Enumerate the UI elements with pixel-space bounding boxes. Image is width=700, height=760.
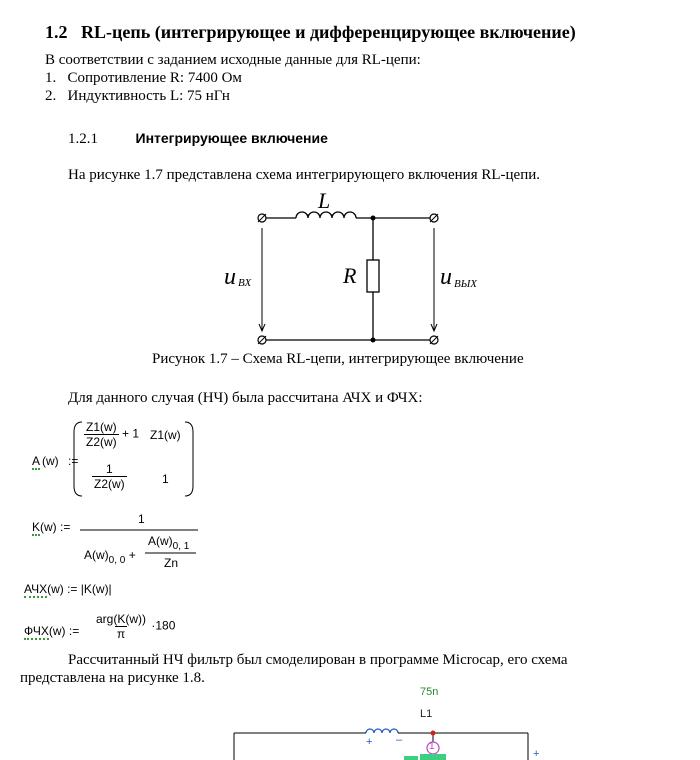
- section-title: RL-цепь (интегрирующее и дифференцирующее включение): [81, 22, 576, 42]
- subscript: 0, 0: [108, 555, 126, 566]
- numerator: 1: [105, 462, 113, 476]
- assign-op: :=: [68, 454, 79, 468]
- label-L: L: [318, 188, 331, 213]
- func-arg: (w): [40, 520, 57, 534]
- K-denominator-term2-den: Zn: [164, 556, 179, 570]
- denominator: Z2(w): [94, 477, 125, 491]
- intro-text: В соответствии с заданием исходные данные для RL-цепи:: [45, 52, 421, 68]
- subscript: 0, 1: [172, 541, 190, 552]
- microcap-value: 75n: [420, 686, 439, 698]
- label-uout: u: [440, 264, 452, 290]
- param-text: Индуктивность L: 75 нГн: [67, 88, 230, 104]
- A-element: A(w): [84, 548, 109, 562]
- microcap-node-label: 1: [429, 741, 435, 752]
- paragraph-2: Для данного случая (НЧ) была рассчитана АЧХ и ФЧХ:: [68, 390, 423, 406]
- assign-op: :=: [68, 624, 80, 638]
- multiplier: ·180: [151, 618, 176, 633]
- paragraph-1: На рисунке 1.7 представлена схема интегрирующего включения RL-цепи.: [68, 167, 540, 183]
- assign-op: :=: [67, 582, 78, 596]
- matrix-cell-11: 1: [162, 472, 169, 486]
- microcap-plus-right: +: [533, 748, 540, 760]
- abs-K: |K(w)|: [80, 582, 112, 596]
- func-arg: (w): [42, 454, 59, 468]
- microcap-component-name: L1: [420, 708, 433, 720]
- func-name-K: K: [32, 520, 41, 534]
- param-text: Сопротивление R: 7400 Ом: [67, 70, 242, 86]
- func-name-A: A: [32, 454, 41, 468]
- A-element: A(w): [148, 534, 173, 548]
- param-number: 2.: [45, 88, 57, 104]
- func-name-ACH: АЧХ: [24, 582, 48, 596]
- paragraph-3-line-2: представлена на рисунке 1.8.: [20, 670, 205, 686]
- paragraph-3-line-1: Рассчитанный НЧ фильтр был смоделирован в программе Microcap, его схема: [68, 652, 568, 668]
- subsection-number: 1.2.1: [68, 131, 98, 147]
- label-R: R: [343, 263, 357, 288]
- numerator: Z1(w): [86, 420, 117, 434]
- numerator: arg(K(w)): [96, 612, 146, 626]
- func-arg: (w): [48, 624, 66, 638]
- label-uin: u: [224, 264, 236, 290]
- param-number: 1.: [45, 70, 57, 86]
- func-name-FCH: ФЧХ: [24, 624, 49, 638]
- microcap-plus: +: [366, 736, 373, 748]
- matrix-cell-01: Z1(w): [150, 428, 181, 442]
- label-uout-sub: ВЫХ: [454, 278, 478, 290]
- func-arg: (w): [47, 582, 64, 596]
- section-number: 1.2: [45, 22, 68, 42]
- microcap-minus: –: [396, 734, 403, 746]
- plus-one: + 1: [122, 426, 140, 441]
- K-numerator: 1: [138, 512, 145, 526]
- assign-op: :=: [60, 520, 71, 534]
- denominator: π: [116, 627, 126, 641]
- subsection-title: Интегрирующее включение: [135, 130, 328, 146]
- denominator: Z2(w): [86, 435, 117, 449]
- plus-op: +: [128, 548, 136, 562]
- figure-caption: Рисунок 1.7 – Схема RL-цепи, интегрирующее включение: [152, 351, 524, 367]
- label-uin-sub: ВХ: [238, 277, 252, 289]
